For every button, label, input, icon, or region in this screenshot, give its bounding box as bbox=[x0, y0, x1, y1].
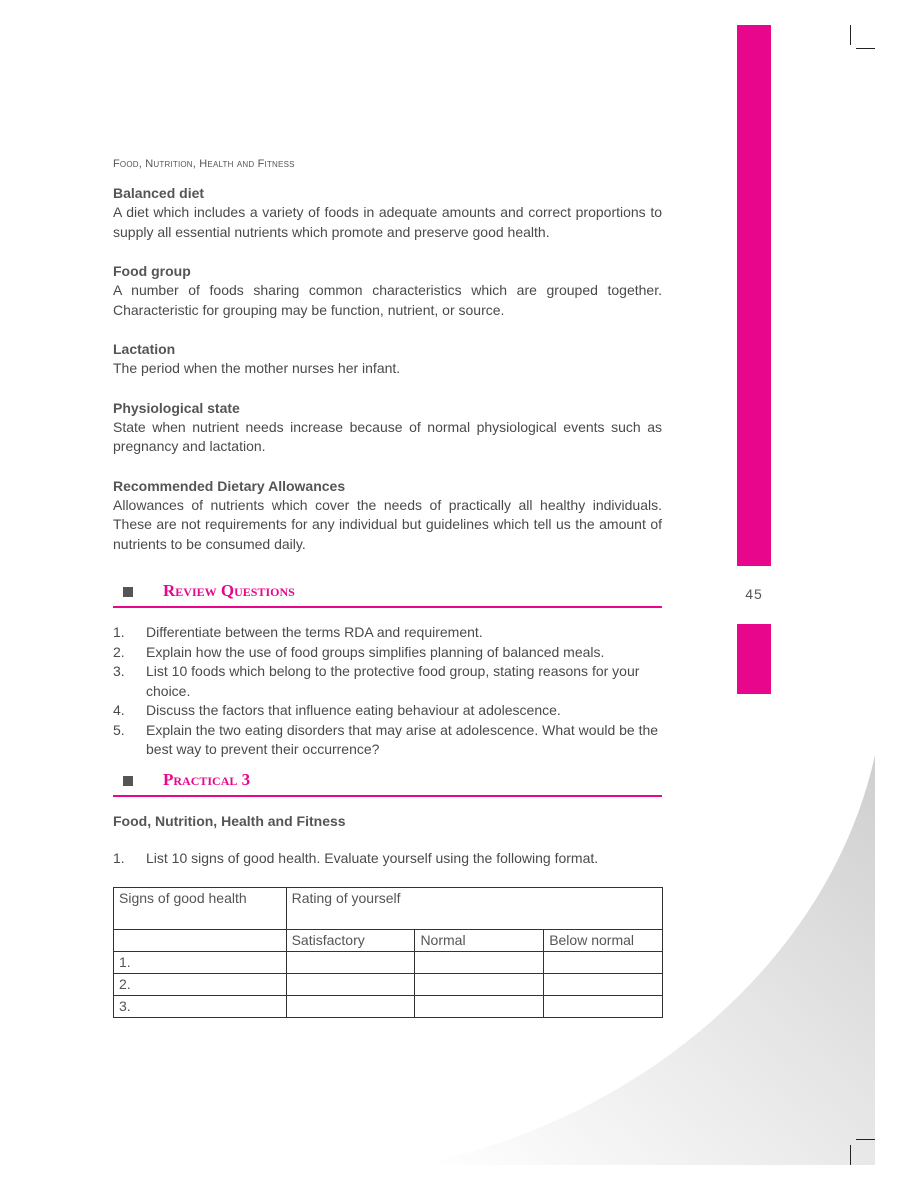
table-cell bbox=[114, 929, 287, 951]
section-title: Practical 3 bbox=[163, 769, 251, 789]
table-row bbox=[114, 995, 663, 1017]
item-number: 2. bbox=[113, 643, 125, 660]
list-item bbox=[113, 701, 662, 721]
table-subheader-cell: Normal bbox=[415, 929, 544, 951]
table-cell bbox=[415, 995, 544, 1017]
rating-table bbox=[113, 887, 663, 1018]
glossary-definition: A number of foods sharing common characteristics which are grouped together. Characteristic for grouping may be function, nutrient, or source. bbox=[113, 282, 662, 318]
table-cell bbox=[544, 951, 663, 973]
task-number: 1. bbox=[113, 849, 125, 866]
item-number: 3. bbox=[113, 663, 125, 679]
glossary-definition: Allowances of nutrients which cover the needs of practically all healthy individuals. These are not requirements for any individual but guidelines which tell us the amount of nutrients to be consumed daily. bbox=[113, 496, 662, 552]
review-questions-heading bbox=[113, 580, 662, 608]
table-header-cell: Rating of yourself bbox=[286, 887, 662, 929]
review-questions-list bbox=[113, 623, 662, 760]
list-item bbox=[113, 721, 662, 760]
table-cell bbox=[544, 973, 663, 995]
item-number: 1. bbox=[113, 624, 125, 640]
item-number: 5. bbox=[113, 721, 125, 738]
glossary-term: Physiological state bbox=[113, 399, 240, 416]
glossary-term: Lactation bbox=[113, 341, 176, 357]
running-head: Food, Nutrition, Health and Fitness bbox=[113, 158, 295, 170]
table-header-cell: Signs of good health bbox=[114, 887, 287, 929]
section-title: Review Questions bbox=[163, 581, 295, 600]
glossary-definition: State when nutrient needs increase because of normal physiological events such as pregnancy and lactation. bbox=[113, 418, 662, 454]
page-number: 45 bbox=[745, 586, 763, 602]
table-cell: 3. bbox=[114, 995, 287, 1017]
table-cell bbox=[544, 995, 663, 1017]
side-color-bar-top bbox=[737, 25, 771, 566]
table-row bbox=[114, 973, 663, 995]
glossary-term: Recommended Dietary Allowances bbox=[113, 477, 346, 494]
table-cell bbox=[286, 995, 415, 1017]
glossary-definition: A diet which includes a variety of foods in adequate amounts and correct proportions to supply all essential nutrients which promote and preserve good health. bbox=[113, 204, 662, 240]
item-text: Discuss the factors that influence eating behaviour at adolescence. bbox=[146, 702, 561, 718]
crop-mark-top-vertical bbox=[850, 25, 851, 45]
table-row bbox=[114, 951, 663, 973]
table-cell bbox=[286, 973, 415, 995]
crop-mark-bottom-vertical bbox=[850, 1145, 851, 1165]
crop-mark-bottom-horizontal bbox=[856, 1139, 875, 1140]
table-subheader-cell: Satisfactory bbox=[286, 929, 415, 951]
section-bullet-icon bbox=[123, 587, 133, 597]
table-cell: 2. bbox=[114, 973, 287, 995]
glossary-entry bbox=[113, 184, 662, 242]
item-number: 4. bbox=[113, 702, 125, 718]
glossary-definition: The period when the mother nurses her infant. bbox=[113, 360, 401, 376]
table-cell bbox=[286, 951, 415, 973]
glossary-term: Balanced diet bbox=[113, 185, 205, 201]
section-bullet-icon bbox=[123, 776, 133, 786]
table-cell bbox=[415, 951, 544, 973]
practical-subtitle: Food, Nutrition, Health and Fitness bbox=[113, 812, 346, 829]
glossary-entry bbox=[113, 477, 662, 555]
item-text: Differentiate between the terms RDA and requirement. bbox=[146, 624, 483, 640]
crop-mark-top-horizontal bbox=[856, 48, 875, 49]
item-text: Explain the two eating disorders that may arise at adolescence. What would be the best way to prevent their occurrence? bbox=[146, 721, 659, 757]
side-color-bar-bottom bbox=[737, 624, 771, 694]
glossary-term: Food group bbox=[113, 263, 191, 279]
glossary-entry bbox=[113, 399, 662, 457]
glossary-entry bbox=[113, 262, 662, 320]
page-content bbox=[113, 158, 662, 1018]
list-item bbox=[113, 643, 662, 663]
table-cell bbox=[415, 973, 544, 995]
table-subheader-cell: Below normal bbox=[544, 929, 663, 951]
list-item bbox=[113, 623, 662, 643]
task-text: List 10 signs of good health. Evaluate yourself using the following format. bbox=[146, 849, 599, 866]
practical-heading bbox=[113, 769, 662, 797]
list-item bbox=[113, 662, 662, 701]
practical-task bbox=[113, 850, 662, 866]
item-text: List 10 foods which belong to the protective food group, stating reasons for your choice. bbox=[146, 663, 640, 699]
glossary-entry bbox=[113, 340, 662, 379]
table-cell: 1. bbox=[114, 951, 287, 973]
item-text: Explain how the use of food groups simplifies planning of balanced meals. bbox=[146, 643, 605, 660]
